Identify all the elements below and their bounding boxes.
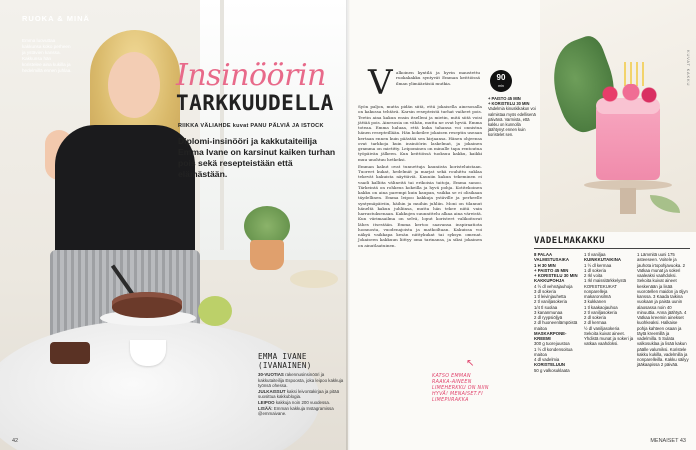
instructions-col: 1 Lämmitä uuni 175 asteeseen. Voitele ja jauhota irtopohjavuoka. 2 Vatkaa munat ja sokeri vaaleaksi vaahdoksi. Sekoita kuivat aineet keskenään ja lisää vuorotellen maidon ja öljyn kanssa. 3 Kaada taikina vuokaan ja paista uunin alaosassa noin 40 minuuttia. Anna jäähtyä. 4 Vatkaa kreemin ainekset kuohkeaksi. Halkaise pohja kahteen osaan ja täytä kreemillä ja vadelmilla. 5 Sulata valkosuklaa ja lisää kakun päälle valumiksi. Koristele kakku kukilla, vadelmilla ja nonparelleilla. Kakku säilyy jääkaapissa 2 päivää. <box>637 252 689 368</box>
photo-stand-stem <box>620 188 636 214</box>
photo-chocolate-cake <box>112 292 182 318</box>
ingredients-col2: 1 tl vaniljaa KUINKKUTAIKINA 1 ½ dl kermaa 1 dl sokeria 2 rkl voita 1 rkl maissitärkkelystä KORISTEKUKAT nonparelleja makaronsilmä 3 kukkanen 1 tl kaakaojauhoa 2 tl vaniljasokeria 2 dl sokeria 2 dl kermaa ½ dl vaniljasokeria Sekoita kuivat aineet. Yhdistä munat ja sokeri ja vatkaa vaahdoksi. <box>584 252 634 347</box>
photo-caption: Emma luovuttaa kakkunsa koko perheen ja ystävien kanssa. Kakkunsa hän koristelee aina kukilla ja hedelmillä ennen juhlaa. <box>22 38 72 73</box>
body-text-1: Syön paljon, mutta pidän siitä, että jokaisella ainesosalla on kakussa tehtävä. Karsin resepteistä turhat vaiheet pois. Teetin aina kakun ensin itselleni ja mietin, mitä siitä voisi jättää pois. Ainesosia on vähän, mutta ne ovat hyviä. Emma toteaa. Emma haluaa, että kuka tahansa voi onnistua hänen resepteillään. Hän kokeilee jokaisen reseptin useaan kertaan ennen kuin päästää sen kirjaansa. Hänen ohjeensa ovat tarkkoja kuin insinöörin laskelmat, ja jokainen gramma on mietitty. Leipominen on minulle tapa rentoutua työpäivän jälkeen. Kun keittiössä tuoksuu kakku, kaikki muu unohtuu hetkeksi. <box>358 104 482 162</box>
magazine-name: MENAISET <box>650 438 679 444</box>
person-name: EMMA IVANE (IVANAINEN) <box>258 352 312 370</box>
badge-number: 90 <box>496 73 506 82</box>
badge-text: + PAISTO 45 MIN + KORISTELU 30 MIN Vadelmia kinuskikakun voi valmistaa myös edellisenä päivänä. Varmista, että kakku on kunnolla jäähtynyt ennen kuin koristelet sen. <box>488 96 536 138</box>
photo-pink-cake <box>596 104 660 180</box>
recipe-divider <box>534 248 690 249</box>
ingredients-col1: 8 PALAA VALMISTUSAIKA 1 H 30 MIN + PAISTO 45 MIN + KORISTELU 30 MIN KAKKUPOHJA 4 ½ dl vehnäjauhoja 3 dl sokeria 1 tl leivinjauhetta 2 tl vaniljasokeria 1/4 tl suolaa 3 kananmunaa 2 dl ryypsiöljyä 2 dl huoneenlämpöistä maitoa MASKARPONE-KREEMI 300 g tuorejuustoa 1 ½ dl kondensoitua maitoa 4 dl vadelmia KORISTELUUN 50 g valkosuklaata <box>534 252 578 373</box>
bio-line: JULKAISSUT kaksi leivontakirjaa ja pitää suosittua kakkublogia. <box>258 388 340 400</box>
page-footer-right <box>650 438 686 444</box>
bio-line: LISÄÄ: Emman kakkuja Instagramissa @emmaivane. <box>258 405 334 417</box>
photo-plant-pot <box>250 240 284 270</box>
body-text-2: Emman kakut ovat tunnettuja kauniista koristeluistaan. Tuoreet kukat, hedelmät ja marjat sekä rouhittu suklaa tekevät kakuista näyttäviä. Kauniin kakun tekeminen ei vaadi kalliita välineitä tai erikoisia taitoja, Emma sanoo. Tärkeintä on rohkeus kokeilla ja hyvä pohja. Kotitekoinen kakku on aina parempi kuin kaupan, vaikka se ei olisikaan täydellinen. Emma leipoo kakkuja ystäville ja perheelle syntymäpäiviin, häihin ja muihin juhliin. Moni on tilannut häneltä kakun juhliinsa, mutta hän tekee niitä vain harrastuksenaan. Kakkujen suunnittelu alkaa aina väreistä. Kun värimaailma on selvä, loput koristeet valikoituvat lähes itsestään. Emma kertoo saavansa inspiraatiota luonnosta, vuodenajoista ja matkoiltaan. Kakuissa voi näkyä vaikkapa kesän niittykukat tai syksyn omenat. Jokaiseen kakkuun liittyy oma tarinansa, ja siksi jokainen on ainutlaatuinen. <box>358 163 482 248</box>
badge-unit: min <box>498 84 504 88</box>
photo-fruit-bowl <box>290 270 338 288</box>
article-body-col1 <box>358 104 482 248</box>
section-label: RUOKA & MINÄ <box>22 14 90 23</box>
bio-line: LEIPOO kakkuja noin 200 vuodessa. <box>258 399 331 405</box>
person-bio <box>258 372 346 417</box>
page-number-right: 43 <box>679 438 686 444</box>
bio-line: 30-VUOTIAS rakennusinsinööri ja kakkutaiteilija Espoosta, joka leipoo kakkuja työnsä ohessa. <box>258 372 344 389</box>
article-title-script: Insinöörin <box>176 58 326 93</box>
photo-cake-slice <box>50 342 90 364</box>
photo-candles <box>624 62 644 86</box>
page-gutter <box>346 0 350 450</box>
article-lead: Diplomi-insinööri ja kakkutaiteilija Emma Ivane on karsinut kaiken turhan pois sekä resepteistään että elämästään. <box>178 136 336 179</box>
right-page <box>348 0 696 450</box>
page-number-left: 42 <box>12 438 19 444</box>
photo-person-face <box>108 52 160 118</box>
article-intro: alkoinen kyntilä ja hyvin maustettu ruokakakku syntyvät Emman keittiössä ilman ylimääräisiä mutkia. <box>396 70 480 86</box>
cake-photo <box>540 0 696 232</box>
side-label: KUVAT KAKKU <box>686 50 691 87</box>
photo-leaf <box>650 195 680 213</box>
photo-pear <box>198 296 232 326</box>
photo-roses <box>598 84 658 104</box>
article-credit: RIIKKA VÄLIAHDE kuvat PANU PÄLVIÄ JA ISTOCK <box>178 123 324 129</box>
recipe-title: VADELMAKAKKU <box>534 236 606 246</box>
time-badge <box>490 70 512 92</box>
article-title-bold: TARKKUUDELLA <box>176 91 334 115</box>
photo-person-top <box>55 125 195 265</box>
arrow-icon: ↖ <box>466 358 475 369</box>
drop-cap: V <box>368 63 393 103</box>
handwritten-note: KATSO EMMAN RAAKA-AINEEN LIMEHERKKU ON NIIN HYVÄ! MENAISET.FI LIMEPIIRAKKA <box>432 374 489 403</box>
